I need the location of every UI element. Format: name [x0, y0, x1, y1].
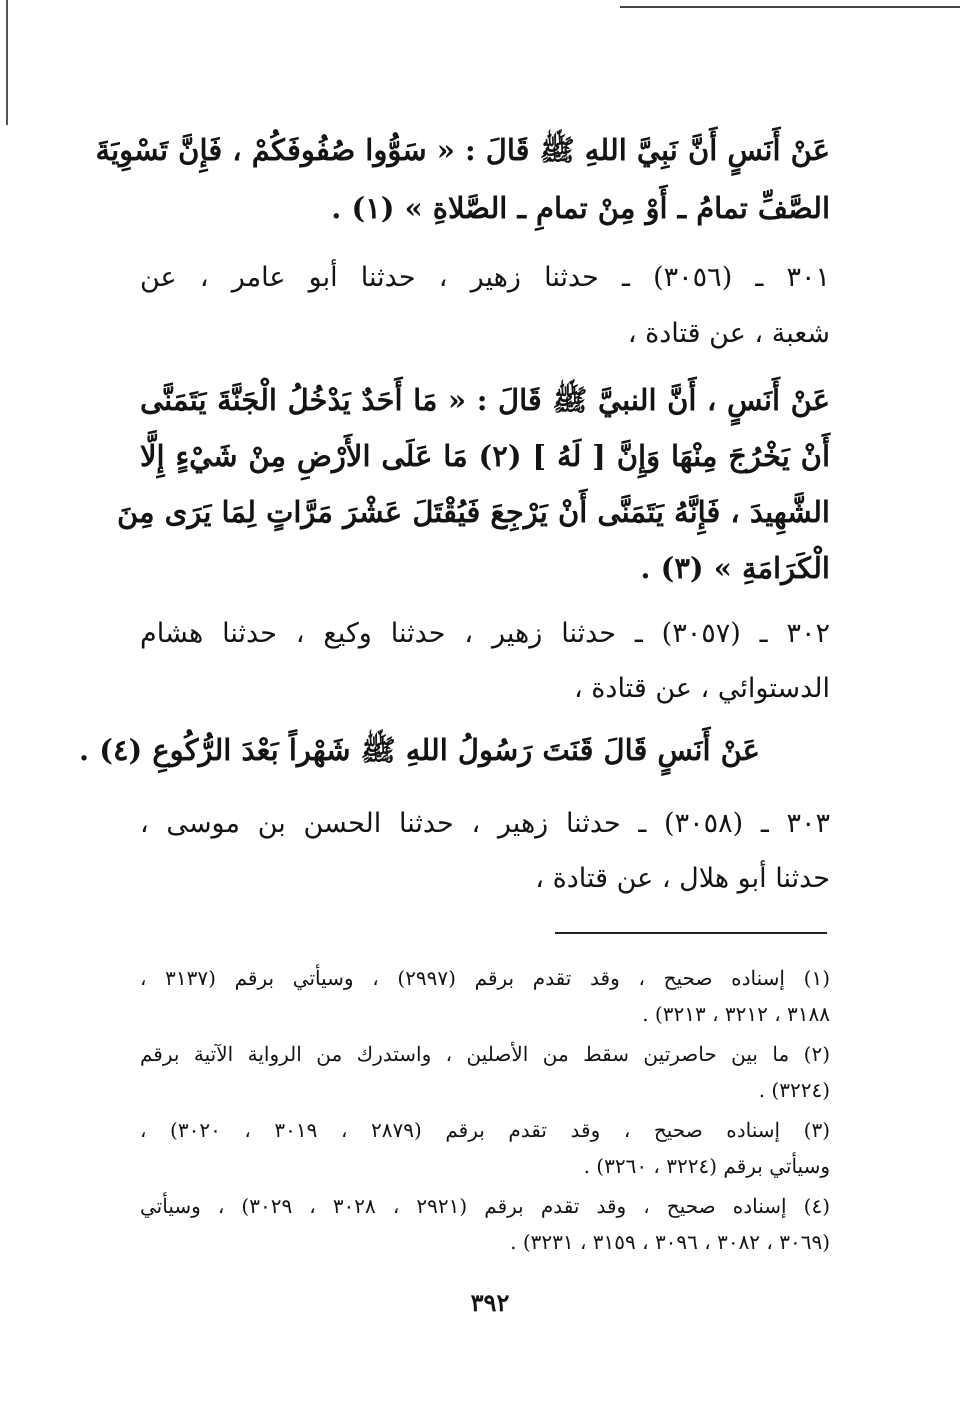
- footnote-line: (٢) ما بين حاصرتين سقط من الأصلين ، واستدرك من الرواية الآتية برقم: [140, 1042, 830, 1066]
- hadith-line: الصَّفِّ تمامُ ـ أَوْ مِنْ تمامِ ـ الصَّلاةِ » (١) .: [331, 191, 830, 225]
- left-margin-line: [6, 0, 8, 125]
- hadith-line: أَنْ يَخْرُجَ مِنْهَا وَإِنَّ [ لَهُ ] (٢) مَا عَلَى الأَرْضِ مِنْ شَيْءٍ إِلَّا: [140, 439, 831, 473]
- isnad-line: ٣٠٢ ـ (٣٠٥٧) ـ حدثنا زهير ، حدثنا وكيع ، حدثنا هشام: [140, 618, 831, 649]
- top-border-rule: [620, 6, 960, 8]
- footnote-line: (١) إسناده صحيح ، وقد تقدم برقم (٢٩٩٧) ، وسيأتي برقم (٣١٣٧ ،: [140, 966, 831, 990]
- page-number: ٣٩٢: [470, 1288, 510, 1317]
- footnote-separator: [555, 932, 827, 934]
- footnote-line: (٣٢٢٤) .: [758, 1078, 830, 1102]
- footnote-line: (٣٠٦٩ ، ٣٠٨٢ ، ٣٠٩٦ ، ٣١٥٩ ، ٣٢٣١) .: [510, 1230, 830, 1254]
- footnote-line: (٣) إسناده صحيح ، وقد تقدم برقم (٢٨٧٩ ، ٣٠١٩ ، ٣٠٢٠) ،: [140, 1118, 831, 1142]
- footnote-line: وسيأتي برقم (٣٢٢٤ ، ٣٢٦٠) .: [583, 1154, 830, 1178]
- isnad-line: ٣٠٣ ـ (٣٠٥٨) ـ حدثنا زهير ، حدثنا الحسن بن موسى ،: [140, 808, 831, 839]
- hadith-line: عَنْ أَنَسٍ ، أَنَّ النبيَّ ﷺ قَالَ : « مَا أَحَدٌ يَدْخُلُ الْجَنَّةَ يَتَمَنَّى: [140, 383, 830, 417]
- isnad-line: ٣٠١ ـ (٣٠٥٦) ـ حدثنا زهير ، حدثنا أبو عامر ، عن: [140, 262, 831, 293]
- isnad-line: شعبة ، عن قتادة ،: [627, 318, 830, 349]
- footnote-line: (٤) إسناده صحيح ، وقد تقدم برقم (٢٩٢١ ، ٣٠٢٨ ، ٣٠٢٩) ، وسيأتي: [140, 1194, 831, 1218]
- hadith-line: الشَّهِيدَ ، فَإِنَّهُ يَتَمَنَّى أَنْ يَرْجِعَ فَيُقْتَلَ عَشْرَ مَرَّاتٍ لِمَا يَرَى مِنَ: [116, 495, 830, 529]
- hadith-line: عَنْ أَنَسٍ أَنَّ نَبِيَّ اللهِ ﷺ قَالَ : « سَوُّوا صُفُوفَكُمْ ، فَإِنَّ تَسْوِيَةَ: [95, 133, 830, 167]
- isnad-line: الدستوائي ، عن قتادة ،: [573, 673, 830, 704]
- hadith-line: عَنْ أَنَسٍ قَالَ قَنَتَ رَسُولُ اللهِ ﷺ شَهْراً بَعْدَ الرُّكُوعِ (٤) .: [79, 733, 760, 767]
- hadith-line: الْكَرَامَةِ » (٣) .: [640, 551, 830, 585]
- isnad-line: حدثنا أبو هلال ، عن قتادة ،: [535, 863, 830, 894]
- footnote-line: ٣١٨٨ ، ٣٢١٢ ، ٣٢١٣) .: [642, 1002, 830, 1026]
